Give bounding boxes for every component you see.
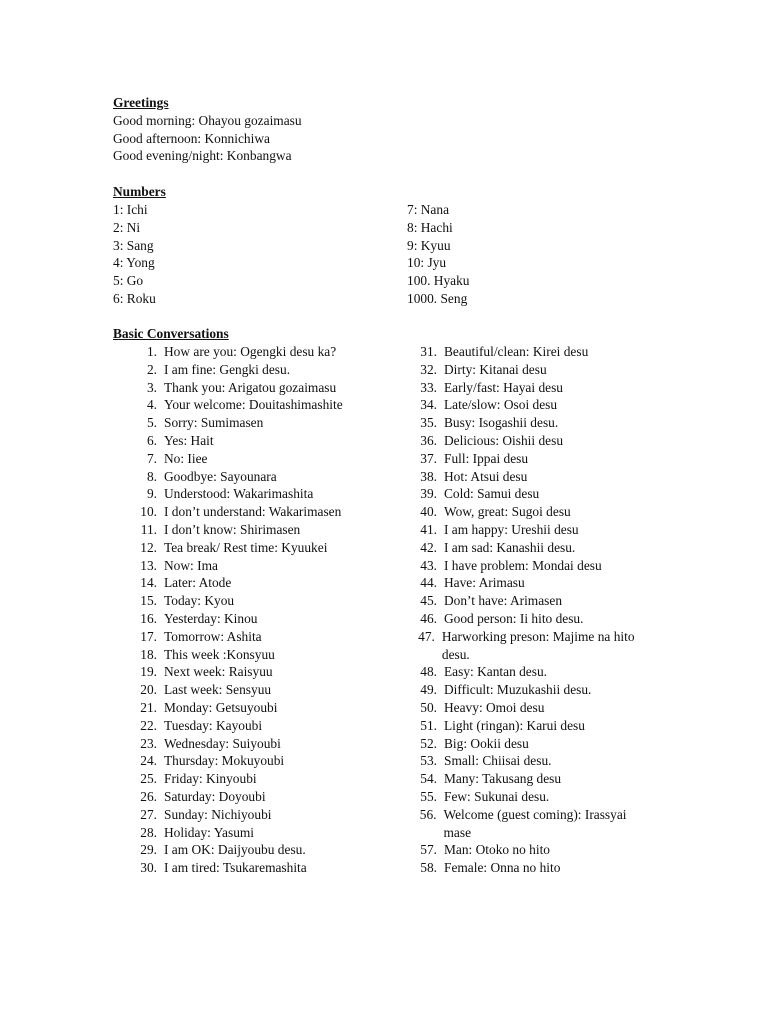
phrase-text: Heavy: Omoi desu [444,699,545,715]
phrase-number: 26. [140,788,157,804]
phrase-text: Harworking preson: Majime na hito desu. [441,628,635,662]
phrase-text: I am happy: Ureshii desu [444,521,579,537]
phrase-item [393,788,655,806]
phrase-text: Goodbye: Sayounara [164,468,277,484]
phrase-item [113,521,403,539]
greetings-section [113,94,673,165]
phrase-text: Last week: Sensyuu [164,682,272,698]
phrase-number: 51. [420,717,437,733]
phrase-number: 58. [420,860,437,876]
phrase-number: 22. [140,717,157,733]
phrase-item [393,628,655,664]
phrase-text: Cold: Samui desu [444,486,540,502]
phrase-number: 6. [146,432,157,448]
phrase-item [393,699,655,717]
phrase-number: 53. [420,753,437,769]
phrase-number: 8. [146,468,157,484]
phrase-number: 1. [146,344,157,359]
greetings-heading: Greetings [113,95,169,110]
number-item: 1000. Seng [407,290,468,306]
phrase-item [393,735,655,753]
phrase-number: 11. [140,521,157,537]
number-item: 5: Go [113,273,144,289]
phrase-number: 19. [140,664,157,680]
phrase-item [113,574,403,592]
phrase-item [113,824,403,842]
phrase-item [113,396,403,414]
phrase-number: 30. [140,860,157,876]
phrase-text: Monday: Getsuyoubi [164,699,278,715]
phrase-item [113,788,403,806]
phrase-item [393,414,655,432]
phrase-item [393,361,655,379]
phrase-number: 14. [140,575,157,591]
phrase-text: How are you: Ogengki desu ka? [164,344,337,359]
phrase-number: 56. [419,806,437,822]
phrase-number: 7. [146,450,157,466]
phrase-item [393,841,655,859]
phrase-text: Easy: Kantan desu. [444,664,548,680]
phrase-text: Man: Otoko no hito [444,842,551,858]
phrase-number: 43. [420,557,437,573]
phrase-item [113,539,403,557]
phrase-number: 10. [140,504,157,520]
phrase-text: Hot: Atsui desu [444,468,528,484]
phrase-number: 24. [140,753,157,769]
phrase-text: No: Iiee [164,450,208,466]
phrase-item [113,503,403,521]
phrase-text: Now: Ima [164,557,218,573]
phrase-text: Late/slow: Osoi desu [444,397,558,413]
phrase-number: 47. [418,628,435,644]
phrase-text: Many: Takusang desu [444,771,562,787]
phrase-item [113,841,403,859]
phrase-number: 55. [420,788,437,804]
phrase-item [113,414,403,432]
phrase-text: Tea break/ Rest time: Kyuukei [164,539,328,555]
phrase-number: 36. [420,432,437,448]
phrase-text: Tuesday: Kayoubi [164,717,263,733]
phrase-text: Next week: Raisyuu [164,664,273,680]
phrase-item [113,806,403,824]
phrase-text: Full: Ippai desu [444,450,529,466]
phrase-text: Wow, great: Sugoi desu [444,504,571,520]
number-item: 8: Hachi [407,219,453,235]
phrase-number: 9. [146,486,157,502]
phrase-item [393,610,655,628]
phrase-text: Small: Chiisai desu. [444,753,552,769]
phrase-item [393,485,655,503]
phrase-item [393,450,655,468]
numbers-section [113,183,673,309]
phrase-item [393,574,655,592]
phrase-number: 44. [420,575,437,591]
phrase-text: I don’t know: Shirimasen [164,521,301,537]
phrase-text: Beautiful/clean: Kirei desu [444,344,589,359]
phrase-number: 13. [140,557,157,573]
phrase-text: Don’t have: Arimasen [444,593,563,609]
phrase-number: 48. [420,664,437,680]
phrase-text: Friday: Kinyoubi [164,771,257,787]
phrase-item [393,859,655,877]
phrase-number: 57. [420,842,437,858]
phrase-number: 32. [420,361,437,377]
phrase-text: I am fine: Gengki desu. [164,361,291,377]
phrase-text: I am tired: Tsukaremashita [164,860,307,876]
conversations-left-list [113,343,403,877]
phrase-number: 17. [140,628,157,644]
phrase-item [113,343,403,361]
phrase-item [393,557,655,575]
phrase-item [113,717,403,735]
phrase-item [393,539,655,557]
numbers-left-column [113,201,156,308]
numbers-heading: Numbers [113,184,166,199]
phrase-item [393,396,655,414]
phrase-item [393,432,655,450]
phrase-item [113,361,403,379]
phrase-item [113,557,403,575]
phrase-number: 12. [140,539,157,555]
phrase-text: Female: Onna no hito [444,860,561,876]
phrase-item [393,681,655,699]
phrase-text: Later: Atode [164,575,232,591]
phrase-number: 52. [420,735,437,751]
phrase-text: Thank you: Arigatou gozaimasu [164,379,337,395]
conversations-right-list [393,343,655,877]
phrase-item [113,468,403,486]
phrase-number: 25. [140,771,157,787]
phrase-number: 45. [420,593,437,609]
phrase-text: Yes: Hait [164,432,214,448]
phrase-number: 23. [140,735,157,751]
number-item: 2: Ni [113,219,141,235]
phrase-item [393,770,655,788]
numbers-right-column [407,201,469,308]
phrase-number: 41. [420,521,437,537]
phrase-text: Tomorrow: Ashita [164,628,262,644]
phrase-item [113,681,403,699]
phrase-number: 49. [420,682,437,698]
phrase-item [393,343,655,361]
phrase-item [393,379,655,397]
phrase-item [393,503,655,521]
phrase-item [113,735,403,753]
phrase-number: 15. [140,593,157,609]
phrase-number: 37. [420,450,437,466]
phrase-text: Welcome (guest coming): Irassyai mase [443,806,627,840]
phrase-item [393,663,655,681]
phrase-number: 42. [420,539,437,555]
phrase-text: Sorry: Sumimasen [164,415,264,431]
phrase-number: 31. [420,344,437,359]
phrase-number: 2. [146,361,157,377]
phrase-number: 18. [140,646,157,662]
phrase-number: 50. [420,699,437,715]
phrase-number: 5. [146,415,157,431]
number-item: 6: Roku [113,290,156,306]
phrase-item [393,806,655,842]
phrase-item [393,717,655,735]
phrase-text: I don’t understand: Wakarimasen [164,504,342,520]
phrase-item [393,752,655,770]
phrase-text: Sunday: Nichiyoubi [164,806,272,822]
phrase-item [113,699,403,717]
phrase-item [113,432,403,450]
number-item: 100. Hyaku [407,273,470,289]
phrase-text: I am OK: Daijyoubu desu. [164,842,306,858]
number-item: 7: Nana [407,202,450,217]
conversations-right-column [393,343,655,877]
phrase-text: Busy: Isogashii desu. [444,415,559,431]
number-item: 1: Ichi [113,202,148,217]
number-item: 9: Kyuu [407,237,451,253]
phrase-item [113,859,403,877]
phrase-item [393,521,655,539]
phrase-item [113,379,403,397]
phrase-item [113,663,403,681]
phrase-text: Thursday: Mokuyoubi [164,753,285,769]
phrase-number: 46. [420,610,437,626]
phrase-item [113,752,403,770]
greeting-line: Good evening/night: Konbangwa [113,148,292,164]
phrase-number: 20. [140,682,157,698]
phrase-item [113,610,403,628]
phrase-number: 21. [140,699,157,715]
conversations-section [113,325,673,885]
phrase-text: I have problem: Mondai desu [444,557,602,573]
phrase-number: 27. [140,806,157,822]
phrase-text: Understood: Wakarimashita [164,486,314,502]
phrase-number: 34. [420,397,437,413]
phrase-text: Wednesday: Suiyoubi [164,735,281,751]
phrase-number: 38. [420,468,437,484]
phrase-number: 35. [420,415,437,431]
phrase-text: I am sad: Kanashii desu. [444,539,576,555]
phrase-number: 40. [420,504,437,520]
phrase-text: This week :Konsyuu [164,646,275,662]
phrase-item [393,468,655,486]
number-item: 3: Sang [113,237,154,253]
phrase-number: 3. [146,379,157,395]
phrase-text: Big: Ookii desu [444,735,529,751]
phrase-item [393,592,655,610]
phrase-text: Your welcome: Douitashimashite [164,397,343,413]
phrase-number: 33. [420,379,437,395]
phrase-item [113,646,403,664]
phrase-number: 16. [140,610,157,626]
conversations-left-column [113,343,403,877]
number-item: 4: Yong [113,255,155,271]
phrase-text: Few: Sukunai desu. [444,788,550,804]
phrase-text: Holiday: Yasumi [164,824,255,840]
phrase-item [113,485,403,503]
phrase-text: Light (ringan): Karui desu [444,717,585,733]
phrase-item [113,770,403,788]
phrase-item [113,450,403,468]
phrase-text: Have: Arimasu [444,575,525,591]
phrase-text: Dirty: Kitanai desu [444,361,547,377]
phrase-text: Good person: Ii hito desu. [444,610,584,626]
phrase-text: Yesterday: Kinou [164,610,258,626]
phrase-number: 39. [420,486,437,502]
phrase-text: Early/fast: Hayai desu [444,379,563,395]
phrase-number: 54. [420,771,437,787]
conversations-heading: Basic Conversations [113,326,229,341]
phrase-number: 28. [140,824,157,840]
number-item: 10: Jyu [407,255,447,271]
phrase-text: Today: Kyou [164,593,235,609]
phrase-item [113,628,403,646]
phrase-number: 29. [140,842,157,858]
phrase-text: Delicious: Oishii desu [444,432,564,448]
phrase-text: Difficult: Muzukashii desu. [444,682,592,698]
phrase-number: 4. [146,397,157,413]
phrase-text: Saturday: Doyoubi [164,788,266,804]
phrase-item [113,592,403,610]
greeting-line: Good morning: Ohayou gozaimasu [113,112,302,128]
greeting-line: Good afternoon: Konnichiwa [113,130,270,146]
